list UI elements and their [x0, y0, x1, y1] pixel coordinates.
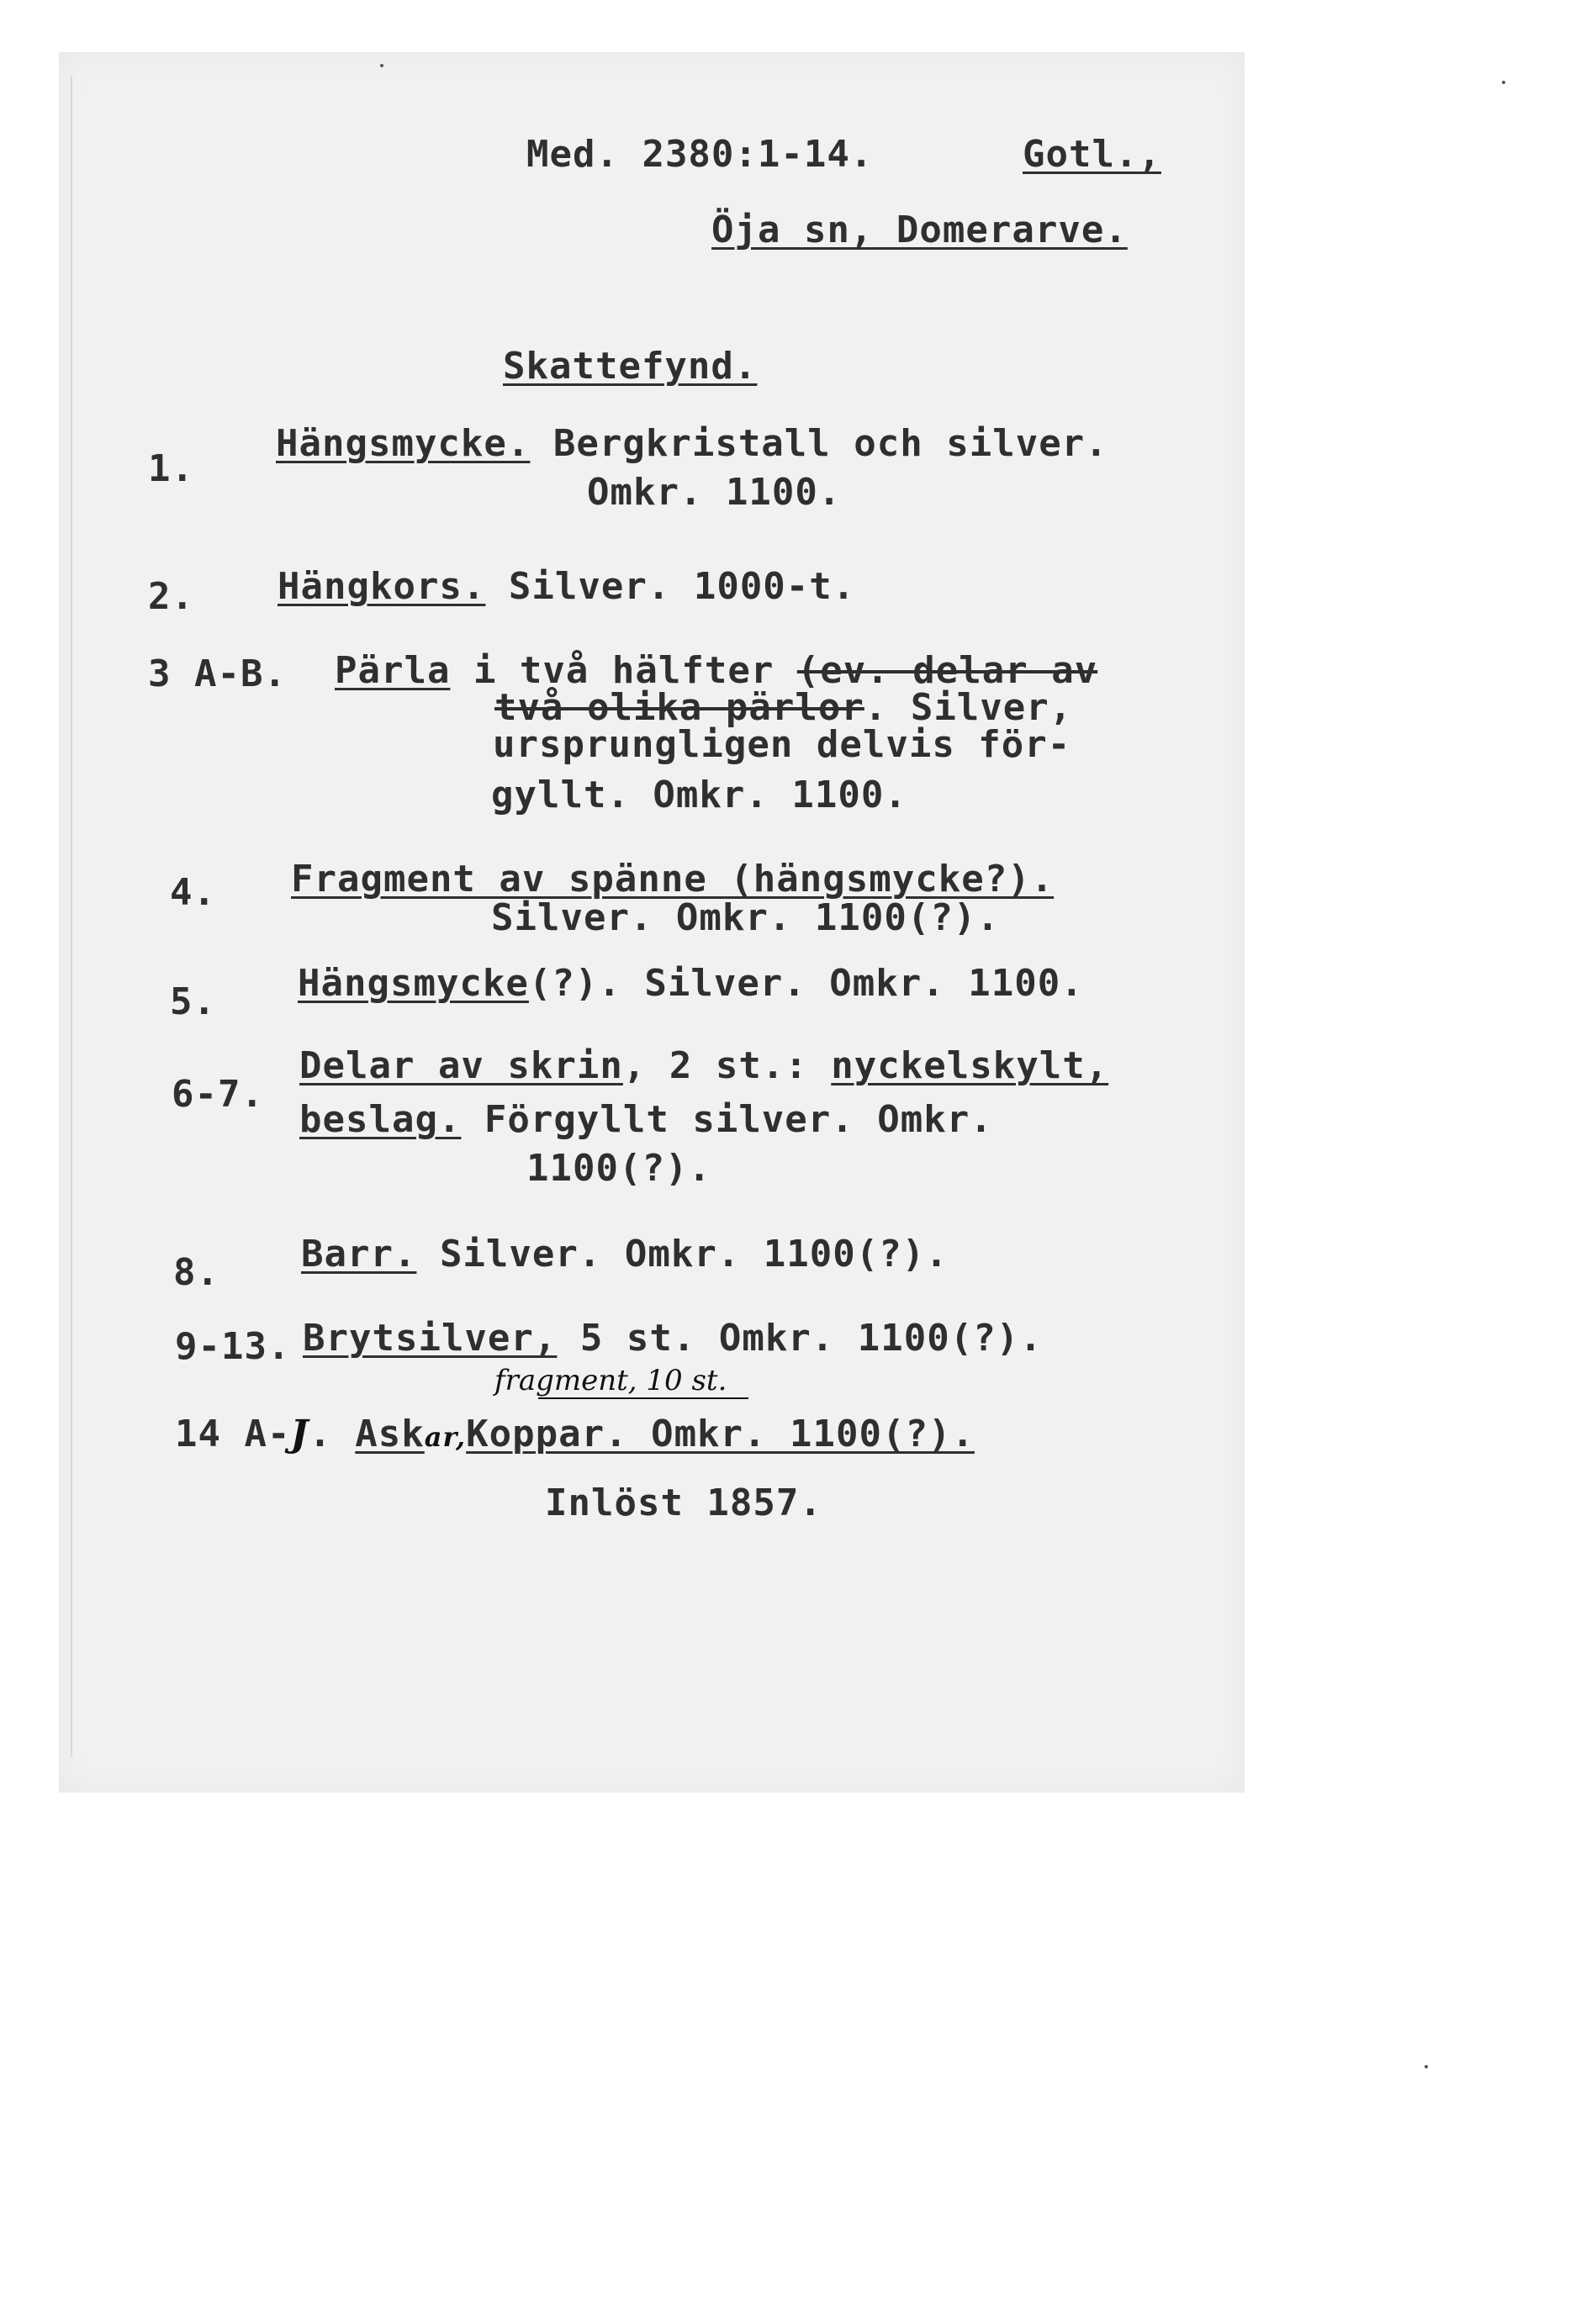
- item-name: Pärla: [335, 649, 451, 692]
- item-description: 5 st. Omkr. 1100(?).: [557, 1317, 1043, 1360]
- item-description: . Silver,: [864, 686, 1073, 729]
- handwritten-underline: [538, 1397, 748, 1399]
- item-description: Koppar. Omkr. 1100(?).: [466, 1413, 975, 1455]
- redemption-note: Inlöst 1857.: [545, 1482, 822, 1524]
- item-description: Silver. Omkr. 1100(?).: [491, 896, 1000, 939]
- item-description: (?). Silver. Omkr. 1100.: [528, 962, 1084, 1005]
- handwritten-insert: ar,: [424, 1421, 467, 1453]
- item-description: gyllt. Omkr. 1100.: [491, 774, 907, 816]
- handwritten-annotation: fragment, 10 st.: [494, 1364, 727, 1397]
- handwritten-letter: J: [290, 1413, 309, 1455]
- item-number: 9-13.: [175, 1325, 291, 1368]
- parish-location: Öja sn, Domerarve.: [711, 209, 1128, 251]
- item-name: nyckelskylt,: [831, 1044, 1109, 1087]
- item-name: Brytsilver,: [303, 1317, 558, 1360]
- struck-text: två olika pärlor: [494, 686, 864, 729]
- item-description: ursprungligen delvis för-: [493, 723, 1071, 766]
- item-description: Förgyllt silver. Omkr.: [461, 1098, 993, 1141]
- item-number: 1.: [148, 447, 194, 490]
- item-description: , 2 st.:: [622, 1044, 832, 1087]
- speck: [1502, 81, 1505, 84]
- item-number: 14 A-: [175, 1413, 291, 1455]
- region: Gotl.,: [1023, 133, 1161, 176]
- item-number: 5.: [170, 980, 216, 1023]
- item-number: 4.: [170, 871, 216, 914]
- item-name: Barr.: [301, 1233, 417, 1276]
- speck: [1425, 2065, 1428, 2068]
- item-description: Omkr. 1100.: [587, 471, 842, 514]
- item-number-dot: .: [309, 1413, 356, 1455]
- struck-text: (ev. delar av: [796, 649, 1098, 692]
- item-description: Silver. Omkr. 1100(?).: [416, 1233, 949, 1276]
- item-description: 1100(?).: [526, 1147, 711, 1190]
- catalog-number: Med. 2380:1-14.: [526, 133, 874, 176]
- item-name: Fragment av spänne (hängsmycke?).: [291, 858, 1055, 901]
- item-number: 6-7.: [172, 1073, 264, 1116]
- paper-edge-shadow: [71, 76, 72, 1757]
- item-name: beslag.: [299, 1098, 462, 1141]
- item-description: Bergkristall och silver.: [530, 422, 1108, 465]
- item-name: Delar av skrin: [299, 1044, 623, 1087]
- item-name: Hängsmycke: [298, 962, 529, 1005]
- item-number: 8.: [173, 1251, 219, 1294]
- document-title: Skattefynd.: [503, 345, 758, 388]
- item-number: 2.: [148, 575, 194, 618]
- item-name: Ask: [355, 1413, 425, 1455]
- item-number: 3 A-B.: [148, 652, 287, 695]
- speck: [380, 64, 383, 67]
- item-description: i två hälfter: [450, 649, 797, 692]
- item-name: Hängsmycke.: [276, 422, 531, 465]
- item-description: Silver. 1000-t.: [485, 565, 856, 608]
- item-name: Hängkors.: [278, 565, 486, 608]
